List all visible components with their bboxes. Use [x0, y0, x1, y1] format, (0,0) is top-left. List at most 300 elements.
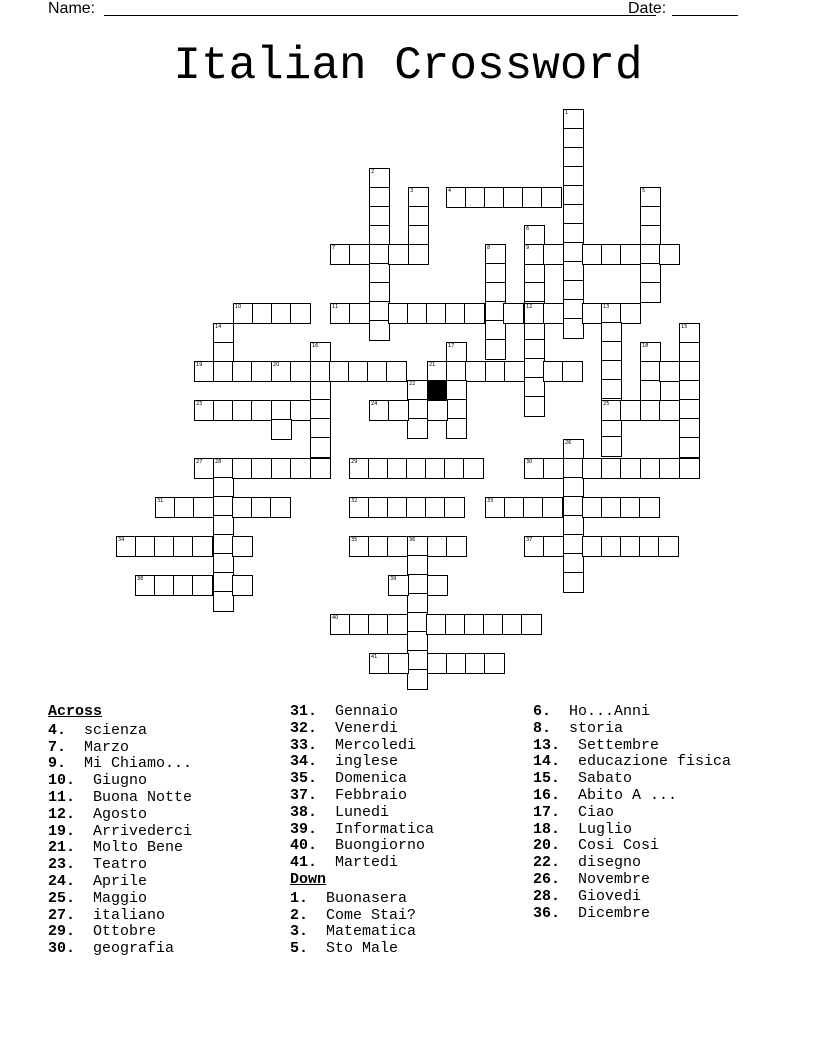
crossword-cell[interactable] — [563, 242, 584, 263]
crossword-cell[interactable] — [485, 263, 506, 284]
crossword-cell[interactable] — [310, 437, 331, 458]
crossword-cell[interactable] — [640, 342, 661, 363]
crossword-cell[interactable] — [369, 225, 390, 246]
crossword-cell[interactable] — [483, 614, 504, 635]
crossword-cell[interactable] — [251, 497, 272, 518]
cell-number: 35 — [351, 537, 358, 543]
crossword-cell[interactable] — [601, 303, 622, 324]
clue-item — [48, 723, 192, 740]
crossword-cell[interactable] — [446, 380, 467, 401]
crossword-cell[interactable] — [232, 400, 253, 421]
clue-number: 27. — [48, 906, 76, 924]
crossword-cell[interactable] — [310, 458, 331, 479]
crossword-cell[interactable] — [640, 380, 661, 401]
crossword-cell[interactable] — [192, 575, 213, 596]
crossword-cell[interactable] — [446, 418, 467, 439]
crossword-cell[interactable] — [349, 458, 370, 479]
crossword-cell[interactable] — [485, 244, 506, 265]
crossword-cell[interactable] — [290, 303, 311, 324]
crossword-cell[interactable] — [408, 206, 429, 227]
crossword-cell[interactable] — [640, 361, 661, 382]
crossword-cell[interactable] — [407, 536, 428, 557]
crossword-cell[interactable] — [524, 244, 545, 265]
crossword-cell[interactable] — [232, 361, 253, 382]
clue-item — [48, 874, 192, 891]
clue-number: 18. — [533, 820, 561, 838]
crossword-cell[interactable] — [407, 669, 428, 690]
crossword-cell[interactable] — [155, 497, 176, 518]
clue-text: storia — [560, 719, 624, 737]
crossword-cell[interactable] — [349, 303, 370, 324]
crossword-cell[interactable] — [504, 497, 525, 518]
crossword-cell[interactable] — [524, 263, 545, 284]
crossword-cell[interactable] — [388, 303, 409, 324]
cell-number: 14 — [215, 324, 222, 330]
crossword-cell[interactable] — [620, 536, 641, 557]
crossword-cell[interactable] — [427, 653, 448, 674]
crossword-cell[interactable] — [213, 496, 234, 517]
crossword-cell[interactable] — [679, 437, 700, 458]
crossword-cell[interactable] — [601, 436, 622, 457]
crossword-cell[interactable] — [484, 187, 505, 208]
clue-text: Lunedi — [326, 803, 390, 821]
crossword-cell[interactable] — [408, 244, 429, 265]
crossword-cell[interactable] — [503, 187, 524, 208]
clue-text: Dicembre — [569, 904, 651, 922]
clue-item — [48, 891, 192, 908]
crossword-cell[interactable] — [427, 536, 448, 557]
crossword-cell[interactable] — [406, 458, 427, 479]
crossword-cell[interactable] — [407, 650, 428, 671]
cell-number: 19 — [196, 362, 203, 368]
crossword-cell[interactable] — [425, 458, 446, 479]
crossword-cell[interactable] — [213, 361, 234, 382]
cell-number: 32 — [351, 498, 358, 504]
crossword-cell[interactable] — [524, 458, 545, 479]
cell-number: 13 — [603, 304, 610, 310]
crossword-cell[interactable] — [640, 225, 661, 246]
crossword-cell[interactable] — [601, 400, 622, 421]
crossword-cell[interactable] — [563, 534, 584, 555]
crossword-cell[interactable] — [445, 303, 466, 324]
crossword-cell[interactable] — [369, 244, 390, 265]
crossword-cell[interactable] — [524, 358, 545, 379]
crossword-cell[interactable] — [368, 614, 389, 635]
crossword-cell[interactable] — [563, 458, 584, 479]
crossword-cell[interactable] — [349, 536, 370, 557]
crossword-cell[interactable] — [310, 380, 331, 401]
crossword-cell[interactable] — [407, 303, 428, 324]
crossword-cell[interactable] — [251, 400, 272, 421]
crossword-cell[interactable] — [388, 653, 409, 674]
crossword-cell[interactable] — [640, 400, 661, 421]
crossword-cell[interactable] — [543, 536, 564, 557]
clue-item — [290, 721, 434, 738]
crossword-cell[interactable] — [679, 342, 700, 363]
crossword-cell[interactable] — [640, 458, 661, 479]
clue-item — [290, 891, 434, 908]
crossword-cell[interactable] — [232, 458, 253, 479]
page-title: Italian Crossword — [173, 40, 643, 92]
crossword-cell[interactable] — [640, 263, 661, 284]
crossword-cell[interactable] — [330, 303, 351, 324]
crossword-cell[interactable] — [601, 536, 622, 557]
crossword-cell[interactable] — [369, 653, 390, 674]
crossword-cell[interactable] — [445, 614, 466, 635]
crossword-cell[interactable] — [194, 400, 215, 421]
crossword-cell[interactable] — [563, 439, 584, 460]
crossword-cell[interactable] — [173, 536, 194, 557]
crossword-cell[interactable] — [659, 361, 680, 382]
cell-number: 1 — [565, 110, 569, 116]
clue-text: Matematica — [317, 923, 417, 941]
crossword-cell[interactable] — [369, 400, 390, 421]
crossword-cell[interactable] — [659, 458, 680, 479]
crossword-cell[interactable] — [601, 360, 622, 381]
clue-text: Novembre — [569, 870, 651, 888]
crossword-cell[interactable] — [232, 497, 253, 518]
crossword-cell[interactable] — [522, 187, 543, 208]
crossword-cell[interactable] — [444, 458, 465, 479]
crossword-cell[interactable] — [563, 128, 584, 149]
crossword-cell[interactable] — [192, 536, 213, 557]
clue-number: 25. — [48, 889, 76, 907]
crossword-cell[interactable] — [601, 379, 622, 400]
crossword-cell[interactable] — [620, 244, 641, 265]
crossword-cell[interactable] — [504, 361, 525, 382]
crossword-cell[interactable] — [271, 458, 292, 479]
crossword-cell[interactable] — [601, 458, 622, 479]
crossword-cell[interactable] — [601, 341, 622, 362]
clue-number: 20. — [533, 837, 561, 855]
clue-text: Agosto — [84, 805, 148, 823]
crossword-cell[interactable] — [446, 653, 467, 674]
clue-number: 12. — [48, 805, 76, 823]
clue-item — [48, 941, 192, 958]
crossword-cell[interactable] — [640, 187, 661, 208]
clue-text: italiano — [84, 906, 166, 924]
crossword-cell[interactable] — [658, 536, 679, 557]
clue-number: 16. — [533, 786, 561, 804]
crossword-cell[interactable] — [464, 614, 485, 635]
crossword-cell[interactable] — [485, 361, 506, 382]
crossword-cell[interactable] — [640, 206, 661, 227]
crossword-cell[interactable] — [563, 223, 584, 244]
crossword-cell[interactable] — [563, 166, 584, 187]
crossword-cell[interactable] — [213, 572, 234, 593]
crossword-cell[interactable] — [582, 536, 603, 557]
crossword-cell[interactable] — [407, 555, 428, 576]
crossword-cell[interactable] — [271, 419, 292, 440]
crossword-cell[interactable] — [562, 361, 583, 382]
crossword-cell[interactable] — [659, 244, 680, 265]
crossword-cell[interactable] — [582, 303, 603, 324]
crossword-cell[interactable] — [601, 322, 622, 343]
crossword-cell[interactable] — [659, 400, 680, 421]
crossword-cell[interactable] — [387, 458, 408, 479]
crossword-cell[interactable] — [543, 361, 564, 382]
crossword-cell[interactable] — [620, 458, 641, 479]
crossword-cell[interactable] — [407, 593, 428, 614]
cell-number: 15 — [681, 324, 688, 330]
crossword-cell[interactable] — [679, 418, 700, 439]
crossword-cell[interactable] — [271, 361, 292, 382]
crossword-cell[interactable] — [310, 342, 331, 363]
crossword-cell[interactable] — [369, 301, 390, 322]
crossword-cell[interactable] — [444, 497, 465, 518]
clue-text: Settembre — [569, 736, 660, 754]
crossword-cell[interactable] — [582, 497, 603, 518]
clue-item — [533, 754, 731, 771]
crossword-cell[interactable] — [524, 225, 545, 246]
crossword-cell[interactable] — [386, 361, 407, 382]
crossword-cell[interactable] — [369, 320, 390, 341]
clue-item — [290, 788, 434, 805]
crossword-cell[interactable] — [563, 185, 584, 206]
crossword-cell[interactable] — [543, 244, 564, 265]
crossword-cell[interactable] — [502, 614, 523, 635]
crossword-cell[interactable] — [464, 303, 485, 324]
clue-text: Mi Chiamo... — [75, 755, 193, 773]
crossword-cell[interactable] — [426, 614, 447, 635]
crossword-cell[interactable] — [465, 361, 486, 382]
crossword-cell[interactable] — [388, 244, 409, 265]
crossword-cell[interactable] — [601, 244, 622, 265]
crossword-cell[interactable] — [233, 303, 254, 324]
crossword-cell[interactable] — [369, 263, 390, 284]
crossword-cell[interactable] — [154, 536, 175, 557]
crossword-cell[interactable] — [407, 574, 428, 595]
crossword-cell[interactable] — [135, 536, 156, 557]
crossword-cell[interactable] — [425, 497, 446, 518]
crossword-cell[interactable] — [446, 399, 467, 420]
crossword-cell[interactable] — [541, 187, 562, 208]
crossword-cell[interactable] — [387, 614, 408, 635]
crossword-cell[interactable] — [582, 458, 603, 479]
clue-text: Marzo — [75, 738, 130, 756]
crossword-cell[interactable] — [290, 458, 311, 479]
cell-number: 20 — [273, 362, 280, 368]
crossword-cell[interactable] — [620, 400, 641, 421]
crossword-cell[interactable] — [407, 631, 428, 652]
crossword-cell[interactable] — [232, 575, 253, 596]
crossword-cell[interactable] — [251, 458, 272, 479]
clue-text: Martedi — [326, 854, 399, 872]
crossword-cell[interactable] — [601, 497, 622, 518]
crossword-cell[interactable] — [427, 575, 448, 596]
crossword-cell[interactable] — [194, 361, 215, 382]
crossword-cell[interactable] — [524, 339, 545, 360]
crossword-cell[interactable] — [640, 282, 661, 303]
clue-item — [290, 838, 434, 855]
clue-item — [48, 790, 192, 807]
crossword-cell[interactable] — [251, 361, 272, 382]
crossword-cell[interactable] — [369, 206, 390, 227]
clue-text: educazione fisica — [569, 753, 732, 771]
crossword-cell[interactable] — [310, 418, 331, 439]
clue-item — [290, 754, 434, 771]
crossword-cell[interactable] — [563, 318, 584, 339]
crossword-cell[interactable] — [446, 342, 467, 363]
crossword-cell[interactable] — [524, 282, 545, 303]
clue-item — [48, 924, 192, 941]
crossword-cell[interactable] — [367, 361, 388, 382]
crossword-cell[interactable] — [679, 399, 700, 420]
crossword-cell[interactable] — [388, 575, 409, 596]
crossword-cell[interactable] — [485, 497, 506, 518]
crossword-cell[interactable] — [408, 187, 429, 208]
crossword-cell[interactable] — [503, 303, 524, 324]
clue-text: Abito A ... — [569, 786, 678, 804]
crossword-cell[interactable] — [465, 653, 486, 674]
crossword-cell[interactable] — [213, 534, 234, 555]
crossword-cell[interactable] — [542, 497, 563, 518]
crossword-cell[interactable] — [407, 612, 428, 633]
clue-item — [290, 908, 434, 925]
crossword-cell[interactable] — [463, 458, 484, 479]
cell-number: 39 — [390, 576, 397, 582]
crossword-cell[interactable] — [173, 575, 194, 596]
crossword-cell[interactable] — [387, 497, 408, 518]
crossword-cell[interactable] — [213, 342, 234, 363]
crossword-cell[interactable] — [524, 377, 545, 398]
crossword-cell[interactable] — [213, 515, 234, 536]
crossword-cell[interactable] — [368, 497, 389, 518]
cell-number: 5 — [642, 188, 646, 194]
crossword-cell[interactable] — [484, 653, 505, 674]
crossword-cell[interactable] — [446, 536, 467, 557]
crossword-cell[interactable] — [563, 261, 584, 282]
crossword-cell[interactable] — [290, 361, 311, 382]
crossword-cell[interactable] — [563, 204, 584, 225]
crossword-cell[interactable] — [213, 591, 234, 612]
crossword-cell[interactable] — [232, 536, 253, 557]
crossword-cell[interactable] — [523, 497, 544, 518]
crossword-cell[interactable] — [349, 497, 370, 518]
crossword-cell[interactable] — [563, 515, 584, 536]
crossword-cell[interactable] — [679, 323, 700, 344]
crossword-cell[interactable] — [679, 361, 700, 382]
crossword-cell[interactable] — [524, 536, 545, 557]
clue-number: 26. — [533, 870, 561, 888]
crossword-cell[interactable] — [135, 575, 156, 596]
crossword-cell[interactable] — [563, 553, 584, 574]
crossword-cell[interactable] — [563, 572, 584, 593]
crossword-cell[interactable] — [563, 477, 584, 498]
crossword-cell[interactable] — [639, 536, 660, 557]
crossword-cell[interactable] — [563, 147, 584, 168]
crossword-cell[interactable] — [563, 299, 584, 320]
crossword-cell[interactable] — [193, 497, 214, 518]
crossword-cell[interactable] — [426, 303, 447, 324]
crossword-cell[interactable] — [368, 458, 389, 479]
down-clue-list-continued — [533, 704, 731, 922]
crossword-cell[interactable] — [406, 497, 427, 518]
crossword-cell[interactable] — [213, 323, 234, 344]
clue-item — [48, 840, 192, 857]
crossword-cell[interactable] — [563, 496, 584, 517]
crossword-cell[interactable] — [620, 497, 641, 518]
crossword-cell[interactable] — [369, 168, 390, 189]
crossword-cell[interactable] — [485, 339, 506, 360]
crossword-cell[interactable] — [524, 396, 545, 417]
crossword-cell[interactable] — [563, 109, 584, 130]
crossword-cell[interactable] — [349, 614, 370, 635]
clue-number: 4. — [48, 721, 67, 739]
crossword-cell[interactable] — [329, 361, 350, 382]
crossword-cell[interactable] — [620, 303, 641, 324]
crossword-cell[interactable] — [368, 536, 389, 557]
crossword-cell[interactable] — [543, 458, 564, 479]
crossword-cell[interactable] — [679, 380, 700, 401]
crossword-cell[interactable] — [194, 458, 215, 479]
crossword-cell[interactable] — [116, 536, 137, 557]
crossword-cell[interactable] — [213, 553, 234, 574]
clue-item — [290, 924, 434, 941]
crossword-cell[interactable] — [271, 400, 292, 421]
crossword-cell[interactable] — [348, 361, 369, 382]
crossword-cell[interactable] — [213, 458, 234, 479]
crossword-cell[interactable] — [679, 458, 700, 479]
crossword-cell[interactable] — [271, 303, 292, 324]
crossword-cell[interactable] — [369, 187, 390, 208]
clue-item — [48, 773, 192, 790]
crossword-cell[interactable] — [270, 497, 291, 518]
crossword-cell[interactable] — [407, 380, 428, 401]
crossword-cell[interactable] — [252, 303, 273, 324]
crossword-cell[interactable] — [310, 361, 331, 382]
crossword-cell[interactable] — [369, 282, 390, 303]
crossword-cell[interactable] — [427, 400, 448, 421]
clue-number: 2. — [290, 906, 309, 924]
crossword-cell[interactable] — [330, 614, 351, 635]
clue-text: Luglio — [569, 820, 633, 838]
clue-item — [48, 740, 192, 757]
crossword-cell[interactable] — [582, 244, 603, 265]
clue-number: 17. — [533, 803, 561, 821]
crossword-cell[interactable] — [408, 225, 429, 246]
crossword-cell[interactable] — [639, 497, 660, 518]
crossword-cell[interactable] — [446, 187, 467, 208]
crossword-cell[interactable] — [330, 244, 351, 265]
crossword-cell[interactable] — [524, 303, 545, 324]
crossword-cell[interactable] — [213, 477, 234, 498]
crossword-cell[interactable] — [213, 400, 234, 421]
crossword-cell[interactable] — [174, 497, 195, 518]
cell-number: 33 — [487, 498, 494, 504]
cell-number: 21 — [429, 362, 436, 368]
crossword-cell[interactable] — [154, 575, 175, 596]
crossword-cell[interactable] — [349, 244, 370, 265]
crossword-cell[interactable] — [446, 361, 467, 382]
crossword-cell[interactable] — [485, 282, 506, 303]
crossword-cell[interactable] — [543, 303, 564, 324]
crossword-cell[interactable] — [563, 280, 584, 301]
crossword-cell[interactable] — [465, 187, 486, 208]
clue-item — [290, 855, 434, 872]
crossword-cell[interactable] — [407, 399, 428, 420]
crossword-cell[interactable] — [387, 536, 408, 557]
clue-text: Buongiorno — [326, 837, 426, 855]
crossword-cell[interactable] — [427, 361, 448, 382]
crossword-cell[interactable] — [388, 400, 409, 421]
cell-number: 41 — [371, 654, 378, 660]
crossword-cell[interactable] — [640, 244, 661, 265]
crossword-cell[interactable] — [407, 418, 428, 439]
crossword-cell[interactable] — [521, 614, 542, 635]
crossword-cell[interactable] — [290, 400, 311, 421]
crossword-cell[interactable] — [310, 399, 331, 420]
